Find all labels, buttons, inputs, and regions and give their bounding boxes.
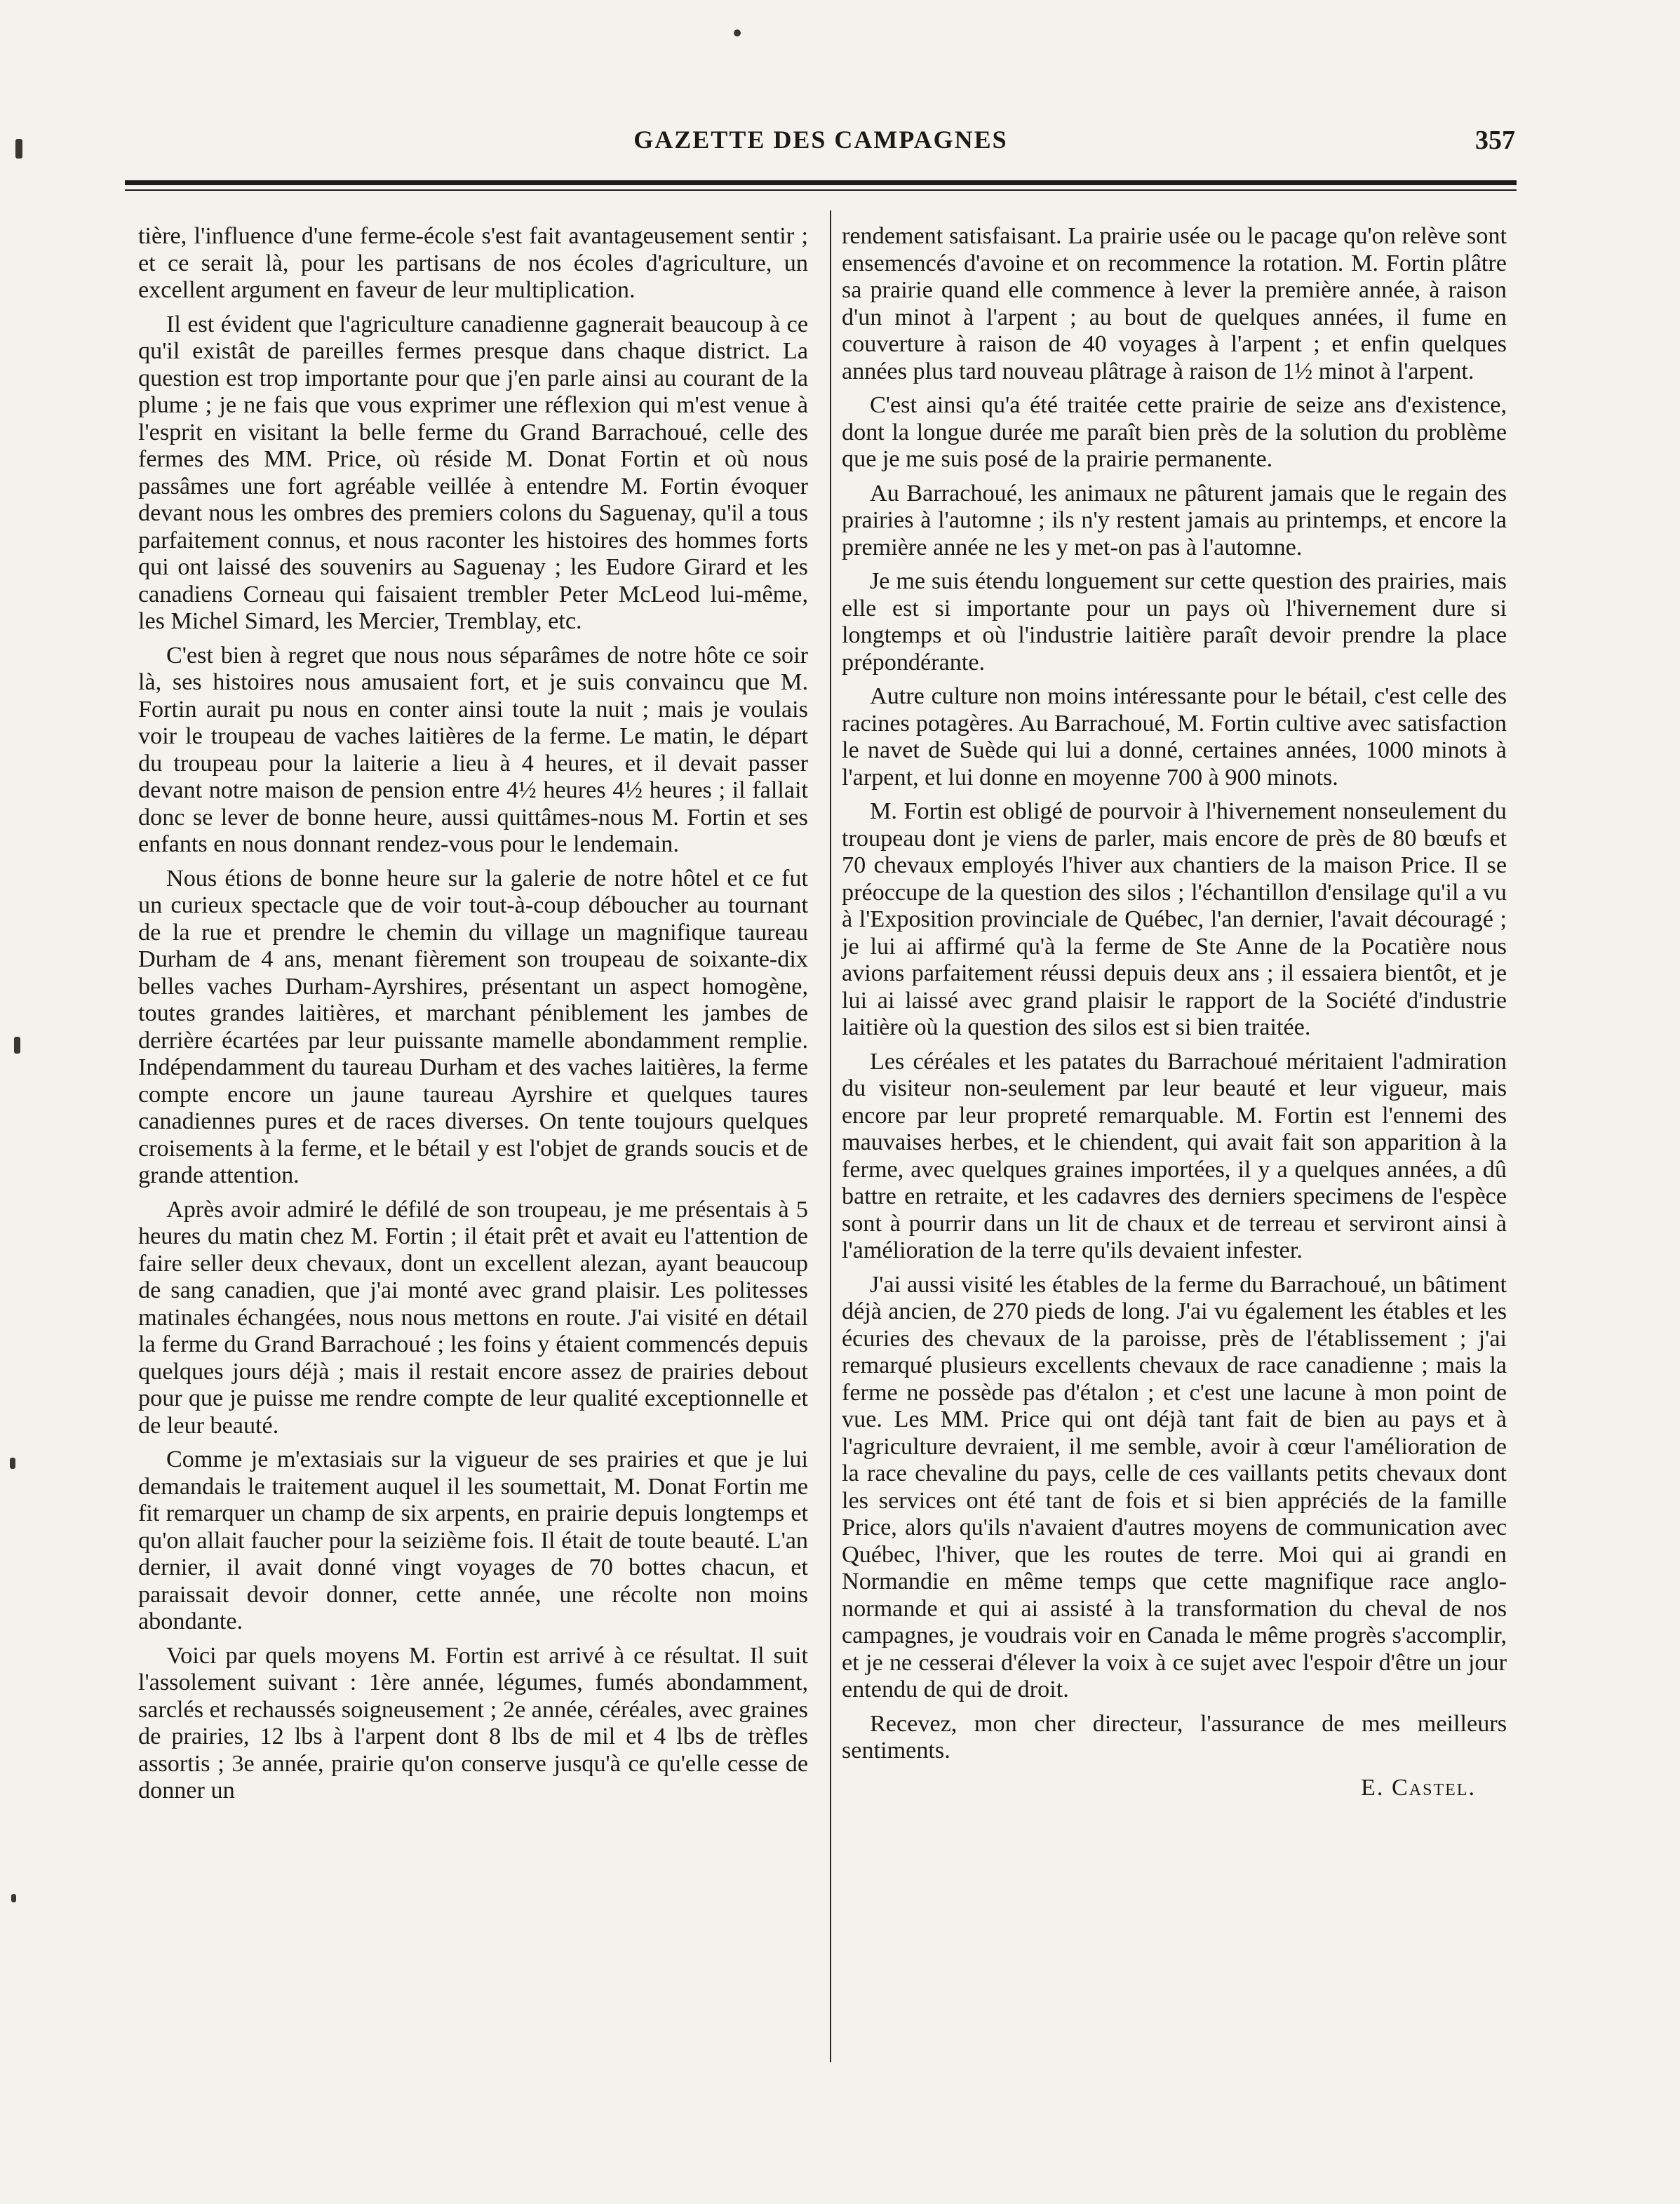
paragraph: Autre culture non moins intéressante pour le bétail, c'est celle des racines potagères. Au Barrachoué, M. Fortin cultive avec satisfaction le navet de Suède qui lui a donné, certaines années, 1000 minots à l'arpent, et lui donne en moyenne 700 à 900 minots. <box>842 683 1507 791</box>
scan-speck <box>14 1037 20 1054</box>
paragraph: Il est évident que l'agriculture canadienne gagnerait beaucoup à ce qu'il existât de pareilles fermes presque dans chaque district. La question est trop importante pour que j'en parle ainsi au courant de la plume ; je ne fais que vous exprimer une réflexion qui m'est venue à l'esprit en visitant la belle ferme du Grand Barrachoué, celle des fermes des MM. Price, où réside M. Donat Fortin et où nous passâmes une fort agréable veillée à entendre M. Fortin évoquer devant nous les ombres des premiers colons du Saguenay, qu'il a tous parfaitement connus, et nous raconter les histoires des hommes forts qui ont laissé des souvenirs au Saguenay ; les Eudore Girard et les canadiens Corneau qui faisaient trembler Peter McLeod lui-même, les Michel Simard, les Mercier, Tremblay, etc. <box>138 311 808 634</box>
running-title: GAZETTE DES CAMPAGNES <box>633 126 1008 154</box>
scan-speck <box>734 29 741 36</box>
paragraph: tière, l'influence d'une ferme-école s'est fait avantageusement sentir ; et ce serait là, pour les partisans de nos écoles d'agriculture, un excellent argument en faveur de leur multiplication. <box>138 223 808 303</box>
left-column <box>138 223 808 1805</box>
header-rule-thin <box>125 189 1517 191</box>
paragraph: Comme je m'extasiais sur la vigueur de ses prairies et que je lui demandais le traitement auquel il les soumettait, M. Donat Fortin me fit remarquer un champ de six arpents, en prairie depuis longtemps et qu'on allait faucher pour la seizième fois. Il était de toute beauté. L'an dernier, il avait donné vingt voyages de 70 bottes chacun, et paraissait devoir donner, cette année, une récolte non moins abondante. <box>138 1446 808 1634</box>
paragraph: C'est bien à regret que nous nous séparâmes de notre hôte ce soir là, ses histoires nous amusaient fort, et je suis convaincu que M. Fortin aurait pu nous en conter ainsi toute la nuit ; mais je voulais voir le troupeau de vaches laitières de la ferme. Le matin, le départ du troupeau pour la laiterie a lieu à 4 heures, et il devait passer devant notre maison de pension entre 4½ heures 4½ heures ; il fallait donc se lever de bonne heure, aussi quittâmes-nous M. Fortin et ses enfants en nous donnant rendez-vous pour le lendemain. <box>138 642 808 857</box>
signature: E. Castel. <box>1361 1774 1476 1801</box>
paragraph: Après avoir admiré le défilé de son troupeau, je me présentais à 5 heures du matin chez M. Fortin ; il était prêt et avait eu l'attention de faire seller deux chevaux, dont un excellent alezan, ayant beaucoup de sang canadien, que j'ai monté avec grand plaisir. Les politesses matinales échangées, nous nous mettons en route. J'ai visité en détail la ferme du Grand Barrachoué ; les foins y étaient commencés depuis quelques jours déjà ; mais il restait encore assez de prairies debout pour que je puisse me rendre compte de leur qualité exceptionnelle et de leur beauté. <box>138 1196 808 1439</box>
paragraph: M. Fortin est obligé de pourvoir à l'hivernement nonseulement du troupeau dont je viens de parler, mais encore de près de 80 bœufs et 70 chevaux employés l'hiver aux chantiers de la maison Price. Il se préoccupe de la question des silos ; l'échantillon d'ensilage qu'il a vu à l'Exposition provinciale de Québec, l'an dernier, l'avait découragé ; je lui ai affirmé qu'à la ferme de Ste Anne de la Pocatière nous avions parfaitement réussi depuis deux ans ; il essaiera bientôt, et je lui ai laissé avec grand plaisir le rapport de la Société d'industrie laitière où la question des silos est si bien traitée. <box>842 798 1507 1040</box>
scan-speck <box>11 1894 16 1902</box>
paragraph: Voici par quels moyens M. Fortin est arrivé à ce résultat. Il suit l'assolement suivant : 1ère année, légumes, fumés abondamment, sarclés et rechaussés soigneusement ; 2e année, céréales, avec graines de prairies, 12 lbs à l'arpent dont 8 lbs de mil et 4 lbs de trèfles assortis ; 3e année, prairie qu'on conserve jusqu'à ce qu'elle cesse de donner un <box>138 1642 808 1803</box>
paragraph: Recevez, mon cher directeur, l'assurance de mes meilleurs sentiments. <box>842 1710 1507 1763</box>
paragraph: rendement satisfaisant. La prairie usée ou le pacage qu'on relève sont ensemencés d'avoine et on recommence la rotation. M. Fortin plâtre sa prairie quand elle commence à lever la première année, à raison d'un minot à l'arpent ; au bout de quelques années, il fume en couverture à raison de 40 voyages à l'arpent ; et enfin quelques années plus tard nouveau plâtrage à raison de 1½ minot à l'arpent. <box>842 223 1507 384</box>
page-header <box>126 125 1515 164</box>
paragraph: C'est ainsi qu'a été traitée cette prairie de seize ans d'existence, dont la longue durée me paraît bien près de la solution du problème que je me suis posé de la prairie permanente. <box>842 392 1507 472</box>
paragraph: Au Barrachoué, les animaux ne pâturent jamais que le regain des prairies à l'automne ; ils n'y restent jamais au printemps, et encore la première année ne les y met-on pas à l'automne. <box>842 480 1507 560</box>
scan-speck <box>15 139 22 159</box>
paragraph: Nous étions de bonne heure sur la galerie de notre hôtel et ce fut un curieux spectacle que de voir tout-à-coup déboucher au tournant de la rue et prendre le chemin du village un magnifique taureau Durham de 4 ans, menant fièrement son troupeau de soixante-dix belles vaches Durham-Ayrshires, présentant un aspect homogène, toutes grandes laitières, et marchant péniblement les jambes de derrière écartées par leur puissante mamelle abondamment remplie. Indépendamment du taureau Durham et des vaches laitières, la ferme compte encore un jaune taureau Ayrshire et quelques taures canadiennes pures et de races diverses. On tente toujours quelques croisements à la ferme, et le bétail y est l'objet de grands soucis et de grande attention. <box>138 865 808 1188</box>
scan-speck <box>10 1458 15 1469</box>
page-number: 357 <box>1475 126 1515 155</box>
right-column <box>842 223 1507 1801</box>
paragraph: Je me suis étendu longuement sur cette question des prairies, mais elle est si importante pour un pays où l'hivernement dure si longtemps et où l'industrie laitière paraît devoir prendre la place prépondérante. <box>842 568 1507 676</box>
paragraph: Les céréales et les patates du Barrachoué méritaient l'admiration du visiteur non-seulement par leur beauté et leur vigueur, mais encore par leur propreté remarquable. M. Fortin est l'ennemi des mauvaises herbes, et le chiendent, qui avait fait son apparition à la ferme, avec quelques graines importées, il y a quelques années, a dû battre en retraite, et les cadavres des derniers specimens de l'espèce sont à pourrir dans un lit de chaux et de terreau et serviront ainsi à l'amélioration de la terre qu'ils devaient infester. <box>842 1048 1507 1263</box>
header-rule-thick <box>125 180 1517 185</box>
column-divider <box>830 210 831 2062</box>
paragraph: J'ai aussi visité les étables de la ferme du Barrachoué, un bâtiment déjà ancien, de 270 pieds de long. J'ai vu également les étables et les écuries des chevaux de la paroisse, près de l'établissement ; j'ai remarqué plusieurs excellents chevaux de race canadienne ; mais la ferme ne possède pas d'étalon ; et c'est une lacune à mon point de vue. Les MM. Price qui ont déjà tant fait de bien au pays et à l'agriculture devraient, il me semble, avoir à cœur l'amélioration de la race chevaline du pays, celle de ces vaillants petits chevaux dont les services ont été tant de fois et si bien appréciés de la famille Price, alors qu'ils n'avaient d'autres moyens de communication avec Québec, l'hiver, que les routes de terre. Moi qui ai grandi en Normandie en même temps que cette magnifique race anglo-normande et qui ai assisté à la transformation du cheval de nos campagnes, je voudrais voir en Canada le même progrès s'accomplir, et je ne cesserai d'élever la voix à ce sujet avec l'espoir d'être un jour entendu de qui de droit. <box>842 1271 1507 1702</box>
